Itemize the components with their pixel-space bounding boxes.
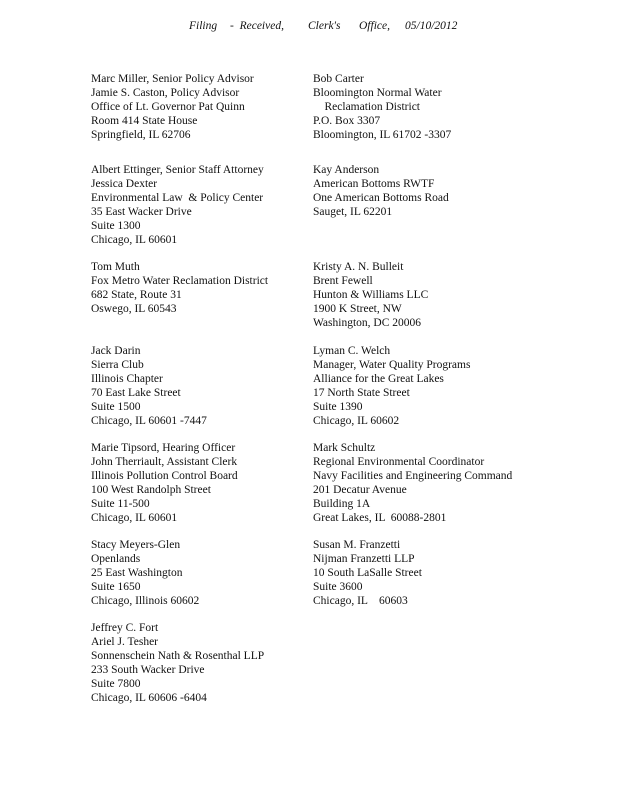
address-block <box>313 538 422 608</box>
address-line: Jessica Dexter <box>91 178 158 190</box>
address-line: Chicago, Illinois 60602 <box>91 595 200 607</box>
address-line: Kay Anderson <box>313 164 380 176</box>
address-block <box>313 344 470 428</box>
address-line: Bob Carter <box>313 73 364 85</box>
address-line: Suite 1390 <box>313 401 363 413</box>
address-line: 233 South Wacker Drive <box>91 664 205 676</box>
address-line: Office of Lt. Governor Pat Quinn <box>91 101 245 113</box>
header-office: Office, <box>359 20 390 32</box>
address-line: Susan M. Franzetti <box>313 539 401 551</box>
header-clerks: Clerk's <box>308 20 341 32</box>
address-line: 35 East Wacker Drive <box>91 206 192 218</box>
address-line: Marc Miller, Senior Policy Advisor <box>91 73 254 85</box>
address-line: Albert Ettinger, Senior Staff Attorney <box>91 164 264 176</box>
address-block <box>313 260 428 330</box>
header-filing: Filing <box>189 20 218 32</box>
address-line: Suite 3600 <box>313 581 363 593</box>
address-line: Springfield, IL 62706 <box>91 129 191 141</box>
address-line: Stacy Meyers-Glen <box>91 539 181 551</box>
address-block <box>91 538 199 608</box>
address-line: Oswego, IL 60543 <box>91 303 177 315</box>
address-line: Environmental Law & Policy Center <box>91 192 264 204</box>
address-line: Suite 7800 <box>91 678 141 690</box>
address-line: Sauget, IL 62201 <box>313 206 393 218</box>
address-line: Kristy A. N. Bulleit <box>313 261 404 273</box>
address-line: Lyman C. Welch <box>313 345 391 357</box>
address-line: 682 State, Route 31 <box>91 289 182 301</box>
address-line: Brent Fewell <box>313 275 373 287</box>
address-line: Bloomington, IL 61702 -3307 <box>313 129 452 141</box>
address-line: Illinois Chapter <box>91 373 163 385</box>
address-line: Bloomington Normal Water <box>313 87 442 99</box>
address-block <box>313 163 449 219</box>
address-line: Fox Metro Water Reclamation District <box>91 275 269 287</box>
address-line: Marie Tipsord, Hearing Officer <box>91 442 236 454</box>
address-line: P.O. Box 3307 <box>313 115 381 127</box>
address-line: Illinois Pollution Control Board <box>91 470 238 482</box>
address-block <box>91 344 207 428</box>
address-line: Navy Facilities and Engineering Command <box>313 470 513 482</box>
address-line: Tom Muth <box>91 261 140 273</box>
address-line: Chicago, IL 60601 <box>91 234 178 246</box>
address-line: Reclamation District <box>313 101 420 113</box>
address-line: Jeffrey C. Fort <box>91 622 159 634</box>
address-line: John Therriault, Assistant Clerk <box>91 456 238 468</box>
address-line: Washington, DC 20006 <box>313 317 422 329</box>
address-line: Room 414 State House <box>91 115 198 127</box>
address-line: Ariel J. Tesher <box>91 636 159 648</box>
address-block <box>91 72 254 142</box>
address-line: 70 East Lake Street <box>91 387 181 399</box>
address-block <box>91 621 264 705</box>
address-line: 100 West Randolph Street <box>91 484 211 496</box>
address-line: Jack Darin <box>91 345 141 357</box>
address-line: Suite 11-500 <box>91 498 150 510</box>
address-block <box>91 441 238 525</box>
address-line: Regional Environmental Coordinator <box>313 456 485 468</box>
address-line: Sierra Club <box>91 359 144 371</box>
header-received: - Received, <box>230 20 284 32</box>
address-line: American Bottoms RWTF <box>313 178 435 190</box>
address-line: One American Bottoms Road <box>313 192 449 204</box>
address-line: Chicago, IL 60603 <box>313 595 408 607</box>
address-line: 25 East Washington <box>91 567 183 579</box>
address-line: 10 South LaSalle Street <box>313 567 422 579</box>
address-block <box>313 72 451 142</box>
address-line: Chicago, IL 60601 <box>91 512 178 524</box>
address-line: Manager, Water Quality Programs <box>313 359 471 371</box>
address-block <box>91 260 268 316</box>
address-line: Great Lakes, IL 60088-2801 <box>313 512 447 524</box>
address-line: Suite 1500 <box>91 401 141 413</box>
address-line: Openlands <box>91 553 141 565</box>
address-line: Hunton & Williams LLC <box>313 289 429 301</box>
address-line: Chicago, IL 60606 -6404 <box>91 692 207 704</box>
address-line: 1900 K Street, NW <box>313 303 402 315</box>
address-line: Alliance for the Great Lakes <box>313 373 444 385</box>
address-line: Suite 1300 <box>91 220 141 232</box>
address-line: Sonnenschein Nath & Rosenthal LLP <box>91 650 265 662</box>
address-line: Chicago, IL 60602 <box>313 415 400 427</box>
address-block <box>313 441 512 525</box>
address-line: 201 Decatur Avenue <box>313 484 407 496</box>
address-line: 17 North State Street <box>313 387 410 399</box>
address-line: Chicago, IL 60601 -7447 <box>91 415 207 427</box>
address-line: Jamie S. Caston, Policy Advisor <box>91 87 240 99</box>
address-line: Suite 1650 <box>91 581 141 593</box>
address-line: Building 1A <box>313 498 371 510</box>
address-line: Nijman Franzetti LLP <box>313 553 415 565</box>
address-line: Mark Schultz <box>313 442 376 454</box>
header-date: 05/10/2012 <box>405 20 458 32</box>
address-block <box>91 163 264 247</box>
